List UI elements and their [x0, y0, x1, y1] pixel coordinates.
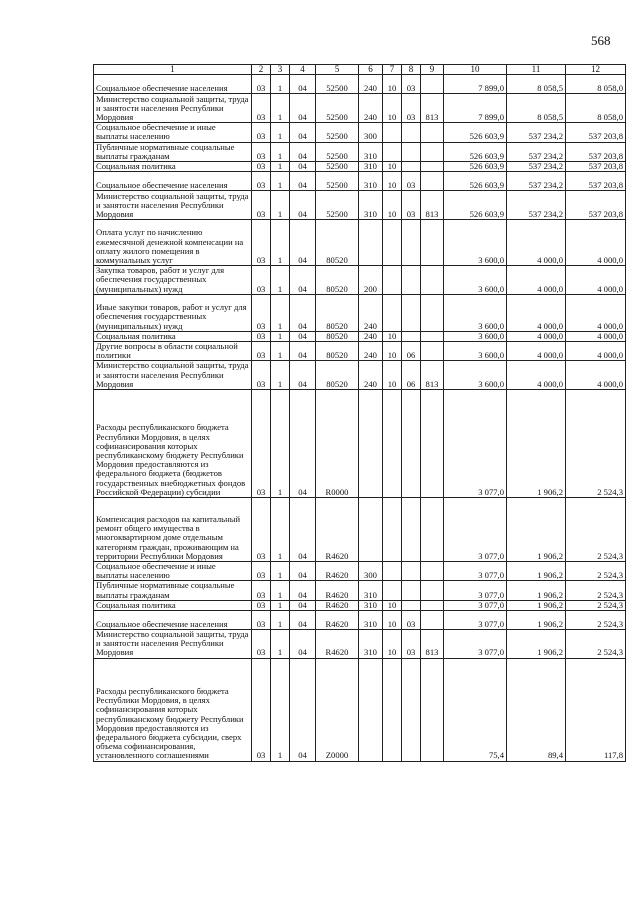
row-target-code: 52500: [316, 94, 359, 123]
row-amount-col12: 8 058,0: [566, 94, 626, 123]
row-code-col2: 03: [252, 266, 271, 295]
row-code-col2: 03: [252, 162, 271, 172]
row-code-col3: 1: [271, 94, 290, 123]
row-amount-col10: 7 899,0: [444, 75, 507, 94]
row-code-col2: 03: [252, 94, 271, 123]
table-row: [94, 361, 626, 390]
row-code-col4: 04: [290, 331, 316, 341]
row-subsection: 06: [402, 342, 421, 361]
row-amount-col12: 117,8: [566, 658, 626, 761]
row-code-col3: 1: [271, 390, 290, 498]
row-section: [383, 294, 402, 331]
row-ministry-code: [421, 294, 444, 331]
row-ministry-code: [421, 172, 444, 191]
row-ministry-code: [421, 162, 444, 172]
row-target-code: 80520: [316, 220, 359, 266]
row-code-col2: 03: [252, 498, 271, 562]
row-subsection: [402, 581, 421, 600]
row-amount-col10: 3 077,0: [444, 562, 507, 581]
row-code-col2: 03: [252, 172, 271, 191]
row-expense-type: [359, 220, 383, 266]
row-code-col2: 03: [252, 562, 271, 581]
row-code-col2: 03: [252, 390, 271, 498]
row-subsection: 03: [402, 75, 421, 94]
row-subsection: [402, 123, 421, 142]
row-name: Расходы республиканского бюджета Республики Мордовия, в целях софинансирования которых республиканскому бюджету Республики Мордовия предоставляются из федерального бюджета субсидии, сверх объема софинансирования, установленного соглашениями: [94, 658, 252, 761]
row-subsection: [402, 498, 421, 562]
row-code-col2: 03: [252, 600, 271, 610]
row-section: 10: [383, 162, 402, 172]
row-expense-type: 310: [359, 611, 383, 630]
row-amount-col12: 537 203,8: [566, 123, 626, 142]
row-amount-col12: 537 203,8: [566, 191, 626, 220]
row-ministry-code: [421, 658, 444, 761]
row-subsection: 03: [402, 191, 421, 220]
row-expense-type: 310: [359, 600, 383, 610]
row-amount-col11: 1 906,2: [507, 562, 566, 581]
row-amount-col11: 8 058,5: [507, 94, 566, 123]
row-name: Компенсация расходов на капитальный ремонт общего имущества в многоквартирном доме отдельным категориям граждан, проживающим на территории Республики Мордовия: [94, 498, 252, 562]
row-amount-col12: 4 000,0: [566, 220, 626, 266]
page-number: 568: [591, 33, 611, 48]
row-code-col4: 04: [290, 123, 316, 142]
table-row: [94, 342, 626, 361]
row-subsection: [402, 562, 421, 581]
row-code-col4: 04: [290, 658, 316, 761]
row-code-col4: 04: [290, 600, 316, 610]
row-code-col4: 04: [290, 361, 316, 390]
row-name: Другие вопросы в области социальной политики: [94, 342, 252, 361]
row-name: Оплата услуг по начислению ежемесячной денежной компенсации на оплату жилого помещения в коммунальных услуг: [94, 220, 252, 266]
row-section: 10: [383, 600, 402, 610]
row-subsection: [402, 600, 421, 610]
table-row: [94, 142, 626, 161]
row-amount-col12: 4 000,0: [566, 361, 626, 390]
table-row: [94, 498, 626, 562]
row-expense-type: 240: [359, 75, 383, 94]
column-header: 1: [94, 65, 252, 75]
row-code-col4: 04: [290, 220, 316, 266]
row-expense-type: 310: [359, 172, 383, 191]
row-amount-col11: 537 234,2: [507, 172, 566, 191]
row-expense-type: [359, 390, 383, 498]
row-section: [383, 581, 402, 600]
row-ministry-code: [421, 331, 444, 341]
row-ministry-code: [421, 498, 444, 562]
table-row: [94, 123, 626, 142]
table-row: [94, 562, 626, 581]
row-section: 10: [383, 611, 402, 630]
row-target-code: 52500: [316, 142, 359, 161]
row-amount-col12: 4 000,0: [566, 331, 626, 341]
row-subsection: 03: [402, 611, 421, 630]
column-header: 11: [507, 65, 566, 75]
row-amount-col11: 537 234,2: [507, 142, 566, 161]
row-code-col4: 04: [290, 611, 316, 630]
row-amount-col12: 2 524,3: [566, 630, 626, 659]
row-expense-type: 240: [359, 361, 383, 390]
row-amount-col10: 3 600,0: [444, 331, 507, 341]
row-subsection: [402, 390, 421, 498]
row-code-col4: 04: [290, 390, 316, 498]
row-expense-type: [359, 498, 383, 562]
row-code-col4: 04: [290, 162, 316, 172]
row-name: Публичные нормативные социальные выплаты гражданам: [94, 142, 252, 161]
row-target-code: 52500: [316, 191, 359, 220]
row-expense-type: 240: [359, 331, 383, 341]
row-ministry-code: [421, 600, 444, 610]
row-target-code: 52500: [316, 162, 359, 172]
row-name: Публичные нормативные социальные выплаты гражданам: [94, 581, 252, 600]
row-code-col3: 1: [271, 361, 290, 390]
row-section: 10: [383, 75, 402, 94]
column-header: 12: [566, 65, 626, 75]
row-amount-col12: 2 524,3: [566, 390, 626, 498]
table-row: [94, 75, 626, 94]
row-amount-col11: 1 906,2: [507, 390, 566, 498]
row-code-col4: 04: [290, 342, 316, 361]
row-amount-col12: 2 524,3: [566, 498, 626, 562]
row-subsection: [402, 658, 421, 761]
row-subsection: 03: [402, 630, 421, 659]
column-header: 9: [421, 65, 444, 75]
row-name: Иные закупки товаров, работ и услуг для обеспечения государственных (муниципальных) нужд: [94, 294, 252, 331]
row-target-code: R4620: [316, 630, 359, 659]
row-subsection: [402, 331, 421, 341]
row-name: Социальное обеспечение населения: [94, 75, 252, 94]
row-code-col4: 04: [290, 498, 316, 562]
row-amount-col12: 537 203,8: [566, 162, 626, 172]
row-name: Социальная политика: [94, 331, 252, 341]
row-amount-col12: 2 524,3: [566, 611, 626, 630]
table-row: [94, 331, 626, 341]
row-amount-col12: 2 524,3: [566, 600, 626, 610]
row-code-col4: 04: [290, 266, 316, 295]
row-code-col2: 03: [252, 630, 271, 659]
row-ministry-code: 813: [421, 94, 444, 123]
row-code-col3: 1: [271, 172, 290, 191]
row-section: 10: [383, 331, 402, 341]
row-target-code: R4620: [316, 581, 359, 600]
row-target-code: 80520: [316, 342, 359, 361]
row-expense-type: 200: [359, 266, 383, 295]
row-code-col3: 1: [271, 162, 290, 172]
table-row: [94, 581, 626, 600]
row-ministry-code: 813: [421, 191, 444, 220]
row-subsection: [402, 266, 421, 295]
row-code-col2: 03: [252, 75, 271, 94]
row-target-code: R4620: [316, 562, 359, 581]
row-subsection: 03: [402, 172, 421, 191]
row-amount-col11: 537 234,2: [507, 162, 566, 172]
row-expense-type: 240: [359, 94, 383, 123]
row-ministry-code: [421, 342, 444, 361]
row-expense-type: 240: [359, 342, 383, 361]
row-name: Министерство социальной защиты, труда и занятости населения Республики Мордовия: [94, 191, 252, 220]
row-section: [383, 142, 402, 161]
row-subsection: 06: [402, 361, 421, 390]
row-ministry-code: [421, 611, 444, 630]
row-amount-col10: 526 603,9: [444, 172, 507, 191]
row-code-col4: 04: [290, 191, 316, 220]
row-code-col3: 1: [271, 600, 290, 610]
column-header: 6: [359, 65, 383, 75]
row-code-col2: 03: [252, 294, 271, 331]
row-ministry-code: [421, 581, 444, 600]
column-header: 2: [252, 65, 271, 75]
row-name: Расходы республиканского бюджета Республики Мордовия, в целях софинансирования которых республиканскому бюджету Республики Мордовия предоставляются из федерального бюджета (бюджетов государственных внебюджетных фондов Российской Федерации) субсидии: [94, 390, 252, 498]
row-amount-col10: 3 077,0: [444, 630, 507, 659]
table-header-row: [94, 65, 626, 75]
column-header: 7: [383, 65, 402, 75]
row-code-col3: 1: [271, 142, 290, 161]
row-ministry-code: [421, 142, 444, 161]
row-amount-col10: 3 077,0: [444, 611, 507, 630]
table-row: [94, 630, 626, 659]
column-header: 4: [290, 65, 316, 75]
row-section: 10: [383, 191, 402, 220]
row-ministry-code: [421, 220, 444, 266]
row-code-col2: 03: [252, 342, 271, 361]
row-code-col2: 03: [252, 331, 271, 341]
row-expense-type: 310: [359, 191, 383, 220]
row-amount-col11: 4 000,0: [507, 331, 566, 341]
row-amount-col10: 526 603,9: [444, 123, 507, 142]
row-amount-col10: 526 603,9: [444, 191, 507, 220]
row-ministry-code: 813: [421, 361, 444, 390]
row-code-col4: 04: [290, 294, 316, 331]
row-amount-col11: 1 906,2: [507, 581, 566, 600]
row-amount-col10: 3 077,0: [444, 581, 507, 600]
row-target-code: 52500: [316, 172, 359, 191]
row-amount-col10: 3 600,0: [444, 294, 507, 331]
row-ministry-code: [421, 123, 444, 142]
row-target-code: 80520: [316, 266, 359, 295]
row-amount-col12: 537 203,8: [566, 172, 626, 191]
row-name: Социальное обеспечение и иные выплаты населению: [94, 562, 252, 581]
row-code-col4: 04: [290, 172, 316, 191]
row-name: Социальное обеспечение и иные выплаты населению: [94, 123, 252, 142]
row-amount-col11: 1 906,2: [507, 498, 566, 562]
row-code-col3: 1: [271, 630, 290, 659]
column-header: 5: [316, 65, 359, 75]
table-row: [94, 220, 626, 266]
row-section: [383, 562, 402, 581]
table-row: [94, 294, 626, 331]
table-row: [94, 172, 626, 191]
row-section: 10: [383, 361, 402, 390]
row-amount-col10: 7 899,0: [444, 94, 507, 123]
row-amount-col11: 537 234,2: [507, 191, 566, 220]
row-code-col3: 1: [271, 498, 290, 562]
table-row: [94, 390, 626, 498]
row-subsection: [402, 142, 421, 161]
row-subsection: [402, 162, 421, 172]
row-code-col4: 04: [290, 142, 316, 161]
row-amount-col11: 4 000,0: [507, 361, 566, 390]
row-amount-col11: 4 000,0: [507, 220, 566, 266]
row-section: [383, 390, 402, 498]
row-expense-type: 240: [359, 294, 383, 331]
row-subsection: [402, 294, 421, 331]
row-expense-type: 300: [359, 123, 383, 142]
row-amount-col11: 8 058,5: [507, 75, 566, 94]
table-row: [94, 94, 626, 123]
row-amount-col10: 3 600,0: [444, 266, 507, 295]
row-section: 10: [383, 342, 402, 361]
row-target-code: 80520: [316, 294, 359, 331]
row-section: [383, 220, 402, 266]
budget-table: [93, 64, 626, 762]
table-row: [94, 600, 626, 610]
row-ministry-code: 813: [421, 630, 444, 659]
row-amount-col10: 3 600,0: [444, 361, 507, 390]
row-amount-col12: 8 058,0: [566, 75, 626, 94]
row-expense-type: 310: [359, 581, 383, 600]
row-ministry-code: [421, 562, 444, 581]
row-code-col4: 04: [290, 562, 316, 581]
row-code-col3: 1: [271, 562, 290, 581]
row-code-col4: 04: [290, 94, 316, 123]
row-target-code: R4620: [316, 498, 359, 562]
row-amount-col12: 4 000,0: [566, 266, 626, 295]
row-code-col3: 1: [271, 581, 290, 600]
row-amount-col12: 2 524,3: [566, 581, 626, 600]
row-section: 10: [383, 172, 402, 191]
row-amount-col10: 3 600,0: [444, 220, 507, 266]
row-code-col3: 1: [271, 266, 290, 295]
row-target-code: R4620: [316, 611, 359, 630]
row-code-col3: 1: [271, 658, 290, 761]
row-amount-col11: 1 906,2: [507, 630, 566, 659]
row-amount-col10: 3 077,0: [444, 498, 507, 562]
row-amount-col12: 4 000,0: [566, 342, 626, 361]
row-subsection: [402, 220, 421, 266]
row-name: Министерство социальной защиты, труда и занятости населения Республики Мордовия: [94, 361, 252, 390]
row-section: [383, 658, 402, 761]
row-name: Социальное обеспечение населения: [94, 611, 252, 630]
row-ministry-code: [421, 75, 444, 94]
row-target-code: R4620: [316, 600, 359, 610]
table-row: [94, 658, 626, 761]
row-code-col2: 03: [252, 581, 271, 600]
row-code-col3: 1: [271, 294, 290, 331]
row-code-col3: 1: [271, 342, 290, 361]
table-row: [94, 266, 626, 295]
row-target-code: 52500: [316, 123, 359, 142]
column-header: 8: [402, 65, 421, 75]
row-expense-type: 310: [359, 630, 383, 659]
row-ministry-code: [421, 266, 444, 295]
row-section: 10: [383, 630, 402, 659]
row-section: [383, 123, 402, 142]
row-amount-col10: 3 600,0: [444, 342, 507, 361]
row-amount-col12: 4 000,0: [566, 294, 626, 331]
row-code-col2: 03: [252, 142, 271, 161]
row-code-col3: 1: [271, 191, 290, 220]
column-header: 3: [271, 65, 290, 75]
row-code-col4: 04: [290, 630, 316, 659]
row-name: Социальная политика: [94, 600, 252, 610]
row-code-col2: 03: [252, 191, 271, 220]
row-amount-col10: 75,4: [444, 658, 507, 761]
row-code-col3: 1: [271, 220, 290, 266]
row-name: Социальное обеспечение населения: [94, 172, 252, 191]
row-target-code: 80520: [316, 331, 359, 341]
row-expense-type: 300: [359, 562, 383, 581]
row-code-col4: 04: [290, 75, 316, 94]
row-code-col3: 1: [271, 611, 290, 630]
row-amount-col11: 537 234,2: [507, 123, 566, 142]
row-section: [383, 498, 402, 562]
row-expense-type: 310: [359, 142, 383, 161]
row-code-col2: 03: [252, 361, 271, 390]
row-section: 10: [383, 94, 402, 123]
table-row: [94, 611, 626, 630]
row-section: [383, 266, 402, 295]
row-name: Министерство социальной защиты, труда и занятости населения Республики Мордовия: [94, 630, 252, 659]
row-amount-col10: 526 603,9: [444, 142, 507, 161]
row-target-code: 52500: [316, 75, 359, 94]
row-ministry-code: [421, 390, 444, 498]
row-name: Закупка товаров, работ и услуг для обеспечения государственных (муниципальных) нужд: [94, 266, 252, 295]
row-amount-col10: 3 077,0: [444, 600, 507, 610]
row-code-col2: 03: [252, 123, 271, 142]
row-code-col4: 04: [290, 581, 316, 600]
row-amount-col11: 1 906,2: [507, 600, 566, 610]
row-name: Социальная политика: [94, 162, 252, 172]
row-amount-col11: 89,4: [507, 658, 566, 761]
column-header: 10: [444, 65, 507, 75]
row-code-col2: 03: [252, 611, 271, 630]
row-target-code: R0000: [316, 390, 359, 498]
row-code-col2: 03: [252, 658, 271, 761]
row-amount-col11: 4 000,0: [507, 294, 566, 331]
table-row: [94, 162, 626, 172]
row-name: Министерство социальной защиты, труда и занятости населения Республики Мордовия: [94, 94, 252, 123]
row-expense-type: 310: [359, 162, 383, 172]
table-row: [94, 191, 626, 220]
row-amount-col11: 4 000,0: [507, 266, 566, 295]
row-amount-col11: 1 906,2: [507, 611, 566, 630]
row-code-col3: 1: [271, 123, 290, 142]
row-subsection: 03: [402, 94, 421, 123]
row-amount-col10: 526 603,9: [444, 162, 507, 172]
row-amount-col12: 2 524,3: [566, 562, 626, 581]
row-target-code: Z0000: [316, 658, 359, 761]
row-expense-type: [359, 658, 383, 761]
row-code-col3: 1: [271, 75, 290, 94]
row-amount-col10: 3 077,0: [444, 390, 507, 498]
row-code-col3: 1: [271, 331, 290, 341]
row-target-code: 80520: [316, 361, 359, 390]
row-code-col2: 03: [252, 220, 271, 266]
row-amount-col12: 537 203,8: [566, 142, 626, 161]
row-amount-col11: 4 000,0: [507, 342, 566, 361]
